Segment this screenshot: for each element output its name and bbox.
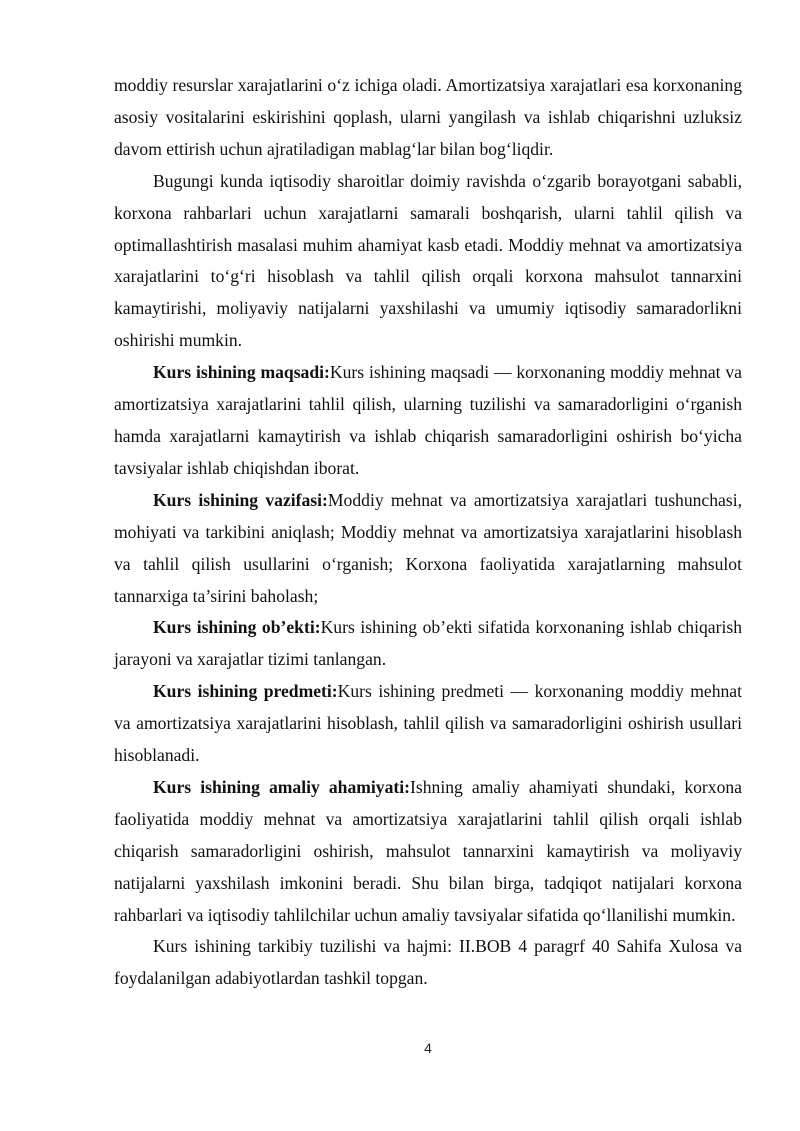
paragraph-text: Bugungi kunda iqtisodiy sharoitlar doimiy ravishda o‘zgarib borayotgani sababli, korxona rahbarlari uchun xarajatlarni samarali boshqarish, ularni tahlil qilish va optimallashtirish masalasi muhim ahamiyat kasb etadi. Moddiy mehnat va amortizatsiya xarajatlarini to‘g‘ri hisoblash va tahlil qilish orqali korxona mahsulot tannarxini kamaytirishi, moliyaviy natijalarni yaxshilashi va umumiy iqtisodiy samaradorlikni oshirishi mumkin. (114, 170, 742, 351)
paragraph-structure (114, 931, 742, 995)
paragraph-context (114, 166, 742, 357)
paragraph-practical-significance (114, 772, 742, 932)
paragraph-text: Kurs ishining ob’ekti sifatida korxonaning ishlab chiqarish jarayoni va xarajatlar tizimi tanlangan. (114, 617, 742, 670)
paragraph-heading: Kurs ishining maqsadi: (153, 362, 330, 383)
paragraph-subject (114, 676, 742, 772)
paragraph-text: Ishning amaliy ahamiyati shundaki, korxona faoliyatida moddiy mehnat va amortizatsiya xarajatlarini tahlil qilish orqali ishlab chiqarish samaradorligini oshirish, mahsulot tannarxini kamaytirish va moliyaviy natijalarni yaxshilash imkonini beradi. Shu bilan birga, tadqiqot natijalari korxona rahbarlari va iqtisodiy tahlilchilar uchun amaliy tavsiyalar sifatida qo‘llanilishi mumkin. (114, 776, 742, 925)
body-text (114, 70, 742, 995)
paragraph-text: Kurs ishining predmeti — korxonaning moddiy mehnat va amortizatsiya xarajatlarini hisoblash, tahlil qilish va samaradorligini oshirish usullari hisoblanadi. (114, 681, 742, 766)
paragraph-object (114, 612, 742, 676)
paragraph-intro-continued (114, 70, 742, 166)
paragraph-heading: Kurs ishining amaliy ahamiyati: (153, 776, 411, 797)
paragraph-text: Moddiy mehnat va amortizatsiya xarajatlari tushunchasi, mohiyati va tarkibini aniqlash; Moddiy mehnat va amortizatsiya xarajatlarini hisoblash va tahlil qilish usullarini o‘rganish; Korxona faoliyatida xarajatlarning mahsulot tannarxiga ta’sirini baholash; (114, 489, 742, 606)
paragraph-text: Kurs ishining tarkibiy tuzilishi va hajmi: II.BOB 4 paragrf 40 Sahifa Xulosa va foydalanilgan adabiyotlardan tashkil topgan. (114, 936, 742, 989)
paragraph-tasks (114, 485, 742, 613)
paragraph-heading: Kurs ishining predmeti: (153, 681, 338, 702)
paragraph-text: moddiy resurslar xarajatlarini o‘z ichiga oladi. Amortizatsiya xarajatlari esa korxonaning asosiy vositalarini eskirishini qoplash, ularni yangilash va ishlab chiqarishni uzluksiz davom ettirish uchun ajratiladigan mablag‘lar bilan bog‘liqdir. (114, 75, 742, 159)
paragraph-heading: Kurs ishining vazifasi: (153, 489, 328, 510)
page-number: 4 (424, 1040, 432, 1056)
paragraph-heading: Kurs ishining ob’ekti: (153, 617, 321, 638)
paragraph-goal (114, 357, 742, 485)
paragraph-text: Kurs ishining maqsadi — korxonaning moddiy mehnat va amortizatsiya xarajatlarini tahlil qilish, ularning tuzilishi va samaradorligini o‘rganish hamda xarajatlarni kamaytirish va ishlab chiqarish samaradorligini oshirish bo‘yicha tavsiyalar ishlab chiqishdan iborat. (114, 362, 742, 478)
